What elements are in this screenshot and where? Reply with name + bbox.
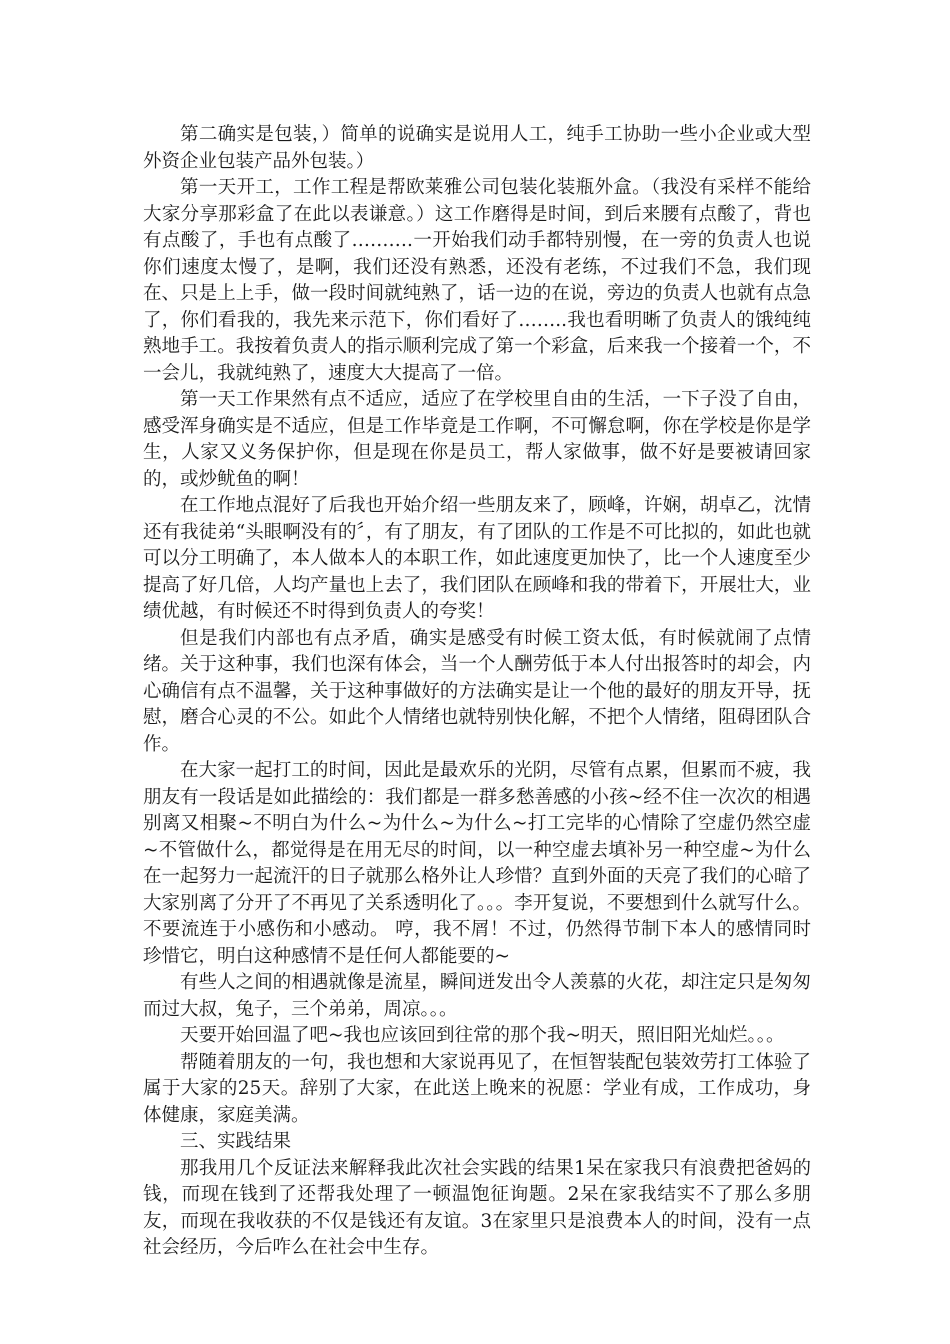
paragraph-farewell: 帮随着朋友的一句，我也想和大家说再见了，在恒智装配包装效劳打工体验了属于大家的25天。辞别了大家，在此送上晚来的祝愿：学业有成，工作成功，身体健康，家庭美满。: [143, 1051, 811, 1126]
document-body: [143, 122, 811, 1262]
paragraph-first-day: 第一天开工，工作工程是帮欧莱雅公司包装化装瓶外盒。（我没有采样不能给大家分享那彩盒了在此以表谦意。）这工作磨得是时间，到后来腰有点酸了，背也有点酸了，手也有点酸了……….一开始我们动手都特别慢，在一旁的负责人也说你们速度太慢了，是啊，我们还没有熟悉，还没有老练，不过我们不急，我们现在、只是上上手，做一段时间就纯熟了，话一边的在说，旁边的负责人也就有点急了，你们看我的，我先来示范下，你们看好了……..我也看明晰了负责人的饿纯纯熟地手工。我按着负责人的指示顺利完成了第一个彩盒，后来我一个接着一个，不一会儿，我就纯熟了，速度大大提高了一倍。: [143, 177, 811, 384]
paragraph-warming: 天要开始回温了吧~我也应该回到往常的那个我~明天，照旧阳光灿烂。。。: [180, 1025, 785, 1046]
paragraph-meteor: 有些人之间的相遇就像是流星，瞬间迸发出令人羡慕的火花，却注定只是匆匆而过大叔，兔子，三个弟弟，周凉。。。: [143, 972, 811, 1020]
paragraph-results: 那我用几个反证法来解释我此次社会实践的结果1呆在家我只有浪费把爸妈的钱，而现在钱到了还帮我处理了一顿温饱征询题。2呆在家我结实不了那么多朋友，而现在我收获的不仅是钱还有友谊。3在家里只是浪费本人的时间，没有一点社会经历，今后咋么在社会中生存。: [143, 1157, 811, 1258]
paragraph-conflict: 但是我们内部也有点矛盾，确实是感受有时候工资太低，有时候就闹了点情绪。关于这种事，我们也深有体会，当一个人酬劳低于本人付出报答时的却会，内心确信有点不温馨，关于这种事做好的方法确实是让一个他的最好的朋友开导，抚慰，磨合心灵的不公。如此个人情绪也就特别快化解，不把个人情绪，阻碍团队合作。: [143, 627, 811, 755]
paragraph-team: 在工作地点混好了后我也开始介绍一些朋友来了，顾峰，许娴，胡卓乙，沈情还有我徒弟“头眼啊没有的〞，有了朋友，有了团队的工作是不可比拟的，如此也就可以分工明确了，本人做本人的本职工作，如此速度更加快了，比一个人速度至少提高了好几倍，人均产量也上去了，我们团队在顾峰和我的带着下，开展壮大，业绩优越，有时候还不时得到负责人的夸奖！: [143, 495, 811, 622]
paragraph-happy-time: 在大家一起打工的时间，因此是最欢乐的光阴，尽管有点累，但累而不疲，我朋友有一段话是如此描绘的：我们都是一群多愁善感的小孩~经不住一次次的相遇别离又相聚~不明白为什么~为什么~为什么~打工完毕的心情除了空虚仍然空虚~不管做什么，都觉得是在用无尽的时间，以一种空虚去填补另一种空虚~为什么在一起努力一起流汗的日子就那么格外让人珍惜？直到外面的天亮了我们的心暗了大家别离了分开了不再见了关系透明化了。。。李开复说，不要想到什么就写什么。不要流连于小感伤和小感动。 哼，我不屑！不过，仍然得节制下本人的感情同时珍惜它，明白这种感情不是任何人都能要的~: [143, 760, 811, 967]
paragraph-adapting: 第一天工作果然有点不适应，适应了在学校里自由的生活，一下子没了自由，感受浑身确实是不适应，但是工作毕竟是工作啊，不可懈怠啊，你在学校是你是学生，人家又义务保护你，但是现在你是员工，帮人家做事，做不好是要被请回家的，或炒鱿鱼的啊！: [143, 389, 811, 490]
paragraph-packaging-intro: 第二确实是包装，）简单的说确实是说用人工，纯手工协助一些小企业或大型外资企业包装产品外包装。）: [143, 124, 811, 172]
section-heading-results: 三、实践结果: [180, 1131, 292, 1152]
